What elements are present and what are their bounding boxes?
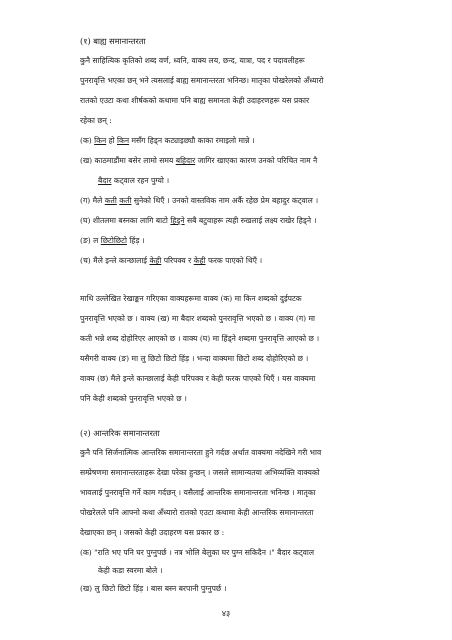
underlined-word: कती [104,196,117,205]
section-heading-internal-parallelism: (२) आन्तरिक समानान्तरता [80,428,160,438]
example-line: (ख) लु छिटो छिटो हिंड़ । बास बस्न बरपानी पुग्नुपर्छ । [80,584,227,593]
underlined-word: कती [119,196,132,205]
underlined-word: हिड्ने [170,216,185,225]
example-line: (ख) काठमाडौंमा बसेर लामो समय बहिदार जागिर खाएका कारण उनको परिचित नाम नै [80,156,318,165]
paragraph-line: यसैगरी वाक्य (ङ) मा लु छिटो छिटो हिंड़ । भन्दा वाक्यमा छिटो शब्द दोहोरिएको छ । [80,354,309,363]
underlined-word: छिटोछिटो [100,236,127,245]
example-line: बैदार कट्वाल रहन पुग्यो । [98,176,170,185]
paragraph-line: देखाएका छन् । जसको केही उदाहरण यस प्रकार छ : [80,528,225,537]
example-line: (ग) मैले कती कती सुनेको थिएँ । उनको वास्तविक नाम अर्कै रहेछ प्रेम बहादुर कट्वाल । [80,196,319,205]
paragraph-line: माथि उल्लेखित रेखाङ्कन गरिएका वाक्यहरूमा वाक्य (क) मा किन शब्दको दुईपटक [80,294,302,303]
paragraph-line: पनि केही शब्दको पुनरावृत्ति भएको छ । [80,394,187,403]
underlined-word: किन [94,136,107,145]
section-heading-external-parallelism: (१) बाह्य समानान्तरता [80,36,146,46]
underlined-word: केही [149,256,162,265]
underlined-word: बैदार [98,176,112,185]
example-line: (ङ) ल छिटोछिटो हिंड़ । [80,236,145,245]
example-line: (क) "राति भए पनि घर पुग्नुपर्छ । नत्र भोलि बेलुका घर पुग्न सकिदैन ।" बैदार कट्वाल [80,548,314,557]
paragraph-line: पुनरावृत्ति भएका छन् भने त्यसलाई बाह्य समानान्तरता भनिन्छ। मातृका पोखरेलको अँध्यारो [80,76,324,85]
paragraph-line: पुनरावृत्ति भएको छ । वाक्य (ख) मा बैदार शब्दको पुनरावृत्ति भएको छ । वाक्य (ग) मा [80,314,315,323]
example-line: (क) किन हो किन मसँग हिड्न कट्याइछ्यौ काका रमाइलो मान्ने । [80,136,255,145]
paragraph-line: पोखरेलले पनि आफ्नो कथा अँध्यारो रातको एउटा कथामा केही आन्तरिक समानान्तरता [80,508,314,517]
underlined-word: केही [193,256,206,265]
example-line: (घ) शीतलमा बस्नका लागि बाटो हिड्ने सबै बटुवाहरू त्यही रुखलाई लक्ष्य राखेर हिड्ने । [80,216,317,225]
paragraph-line: वाक्य (छ) मैले इन्ले कान्छालाई केही परिपक्व र केही फरक पाएको थिएँ । यस वाक्यमा [80,374,316,383]
example-line: केही कडा स्वरमा बोले । [98,566,163,575]
underlined-word: बहिदार [175,156,196,165]
paragraph-line: रातको एउटा कथा शीर्षकको कथामा पनि बाह्य समानता केही उदाहरणहरू यस प्रकार [80,96,310,105]
paragraph-line: कुनै पनि सिर्जनात्मिक आन्तरिक समानान्तरता हुने गर्दछ अर्थात वाक्यमा नदेखिने गरी भाव [80,448,322,457]
paragraph-line: कती भन्ने शब्द दोहोरिएर आएको छ । वाक्य (घ) मा हिंड्ने शब्दमा पुनरावृत्ति आएको छ । [80,334,320,343]
example-line: (च) मैले इन्ले कान्छालाई केही परिपक्व र केही फरक पाएको थिएँ । [80,256,263,265]
paragraph-line: कुनै साहित्यिक कृतिको शब्द वर्ण, ध्वनि, वाक्य लय, छन्द, यात्रा, पद र पदावलीहरू [80,56,305,65]
paragraph-line: भावलाई पुनरावृत्ति गर्ने काम गर्दछन् । यसैलाई आन्तरिक समानान्तरता भनिन्छ । मातृका [80,488,316,497]
paragraph-line: रहेका छन् : [80,116,112,125]
paragraph-line: सम्प्रेषणमा समानान्तरताहरू देखा परेका हुन्छन् । जसले सामान्यतया अभिव्यक्ति वाक्यको [80,468,320,477]
page-number: ४३ [221,609,231,618]
underlined-word: किन [117,136,130,145]
